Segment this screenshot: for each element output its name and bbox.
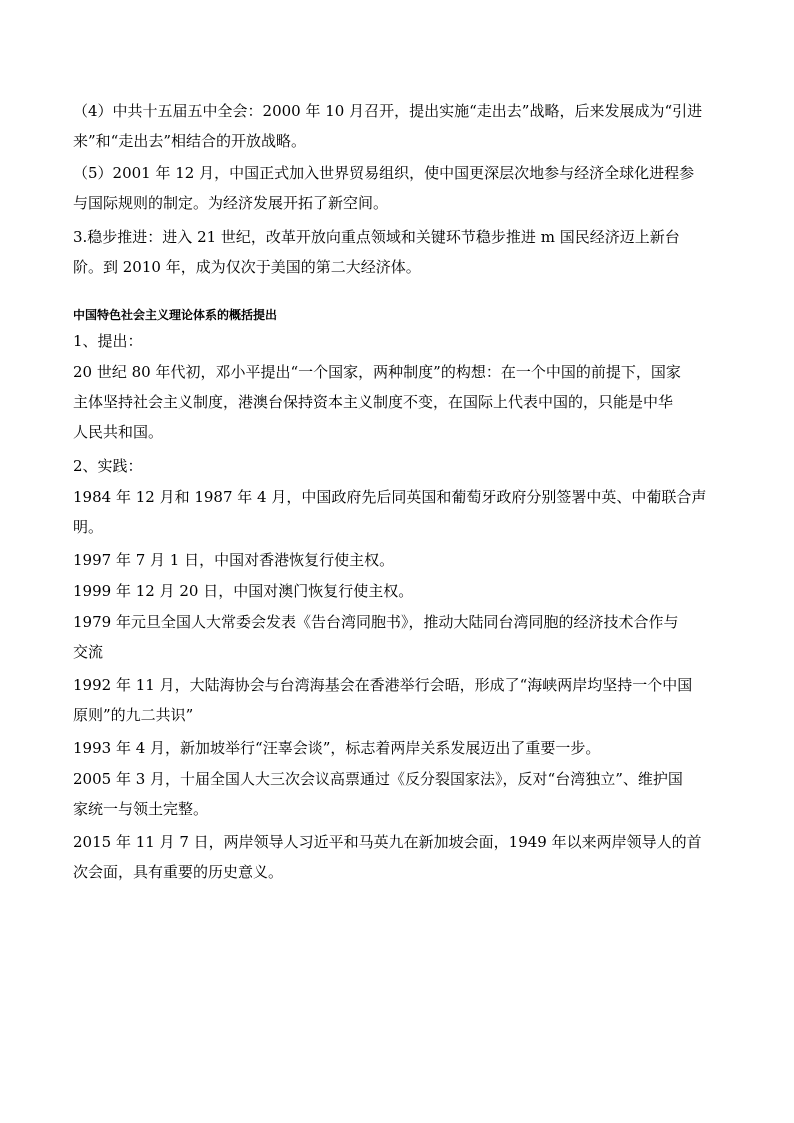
paragraph-practice-1 [73, 482, 729, 542]
paragraph-practice-5 [73, 670, 729, 730]
text-line: 2005 年 3 月，十届全国人大三次会议高票通过《反分裂国家法》，反对“台湾独立”、维护国 [73, 770, 683, 788]
text-line: 来”和“走出去”相结合的开放战略。 [73, 132, 307, 150]
text-line: 阶。到 2010 年，成为仅次于美国的第二大经济体。 [73, 258, 421, 276]
text-line: 1979 年元旦全国人大常委会发表《告台湾同胞书》，推动大陆同台湾同胞的经济技术合作与 [73, 613, 679, 631]
paragraph-practice-2 [73, 545, 729, 575]
text-line: 明。 [73, 518, 104, 536]
text-line: 家统一与领土完整。 [73, 800, 209, 818]
text-line: 1999 年 12 月 20 日，中国对澳门恢复行使主权。 [73, 582, 414, 600]
text-line: 次会面，具有重要的历史意义。 [73, 863, 284, 881]
text-line: 原则”的九二共识” [73, 706, 194, 724]
paragraph-item-3 [73, 222, 729, 282]
text-line: 1984 年 12 月和 1987 年 4 月，中国政府先后同英国和葡萄牙政府分别签署中英、中葡联合声 [73, 488, 707, 506]
text-line: 20 世纪 80 年代初，邓小平提出“一个国家，两种制度”的构想：在一个中国的前提下，国家 [73, 363, 681, 381]
text-line: （5）2001 年 12 月，中国正式加入世界贸易组织，使中国更深层次地参与经济全球化进程参 [73, 164, 695, 182]
paragraph-item-5 [73, 158, 729, 218]
paragraph-practice-6 [73, 733, 729, 763]
paragraph-practice-7 [73, 764, 729, 824]
text-line: 2015 年 11 月 7 日，两岸领导人习近平和马英九在新加坡会面，1949 年以来两岸领导人的首 [73, 833, 702, 851]
label-propose [73, 326, 729, 356]
text-line: 与国际规则的制定。为经济发展开拓了新空间。 [73, 194, 389, 212]
text-line: 1992 年 11 月，大陆海协会与台湾海基会在香港举行会晤，形成了“海峡两岸均坚持一个中国 [73, 676, 693, 694]
paragraph-practice-8 [73, 827, 729, 887]
text-line: 主体坚持社会主义制度，港澳台保持资本主义制度不变，在国际上代表中国的，只能是中华 [73, 393, 674, 411]
section-heading: 中国特色社会主义理论体系的概括提出 [73, 308, 278, 322]
paragraph-practice-3 [73, 576, 729, 606]
label-practice [73, 451, 729, 481]
text-line: 3.稳步推进：进入 21 世纪，改革开放向重点领域和关键环节稳步推进 m 国民经济迈上新台 [73, 228, 680, 246]
text-line: 2、实践： [73, 457, 143, 475]
text-line: （4）中共十五届五中全会：2000 年 10 月召开，提出实施“走出去”战略，后来发展成为“引进 [73, 102, 703, 120]
paragraph-item-4 [73, 96, 729, 156]
text-line: 人民共和国。 [73, 423, 164, 441]
text-line: 1993 年 4 月，新加坡举行“汪辜会谈”，标志着两岸关系发展迈出了重要一步。 [73, 739, 601, 757]
text-line: 交流 [73, 643, 104, 661]
text-line: 1997 年 7 月 1 日，中国对香港恢复行使主权。 [73, 551, 395, 569]
paragraph-propose [73, 357, 729, 447]
paragraph-practice-4 [73, 607, 729, 667]
text-line: 1、提出： [73, 332, 143, 350]
